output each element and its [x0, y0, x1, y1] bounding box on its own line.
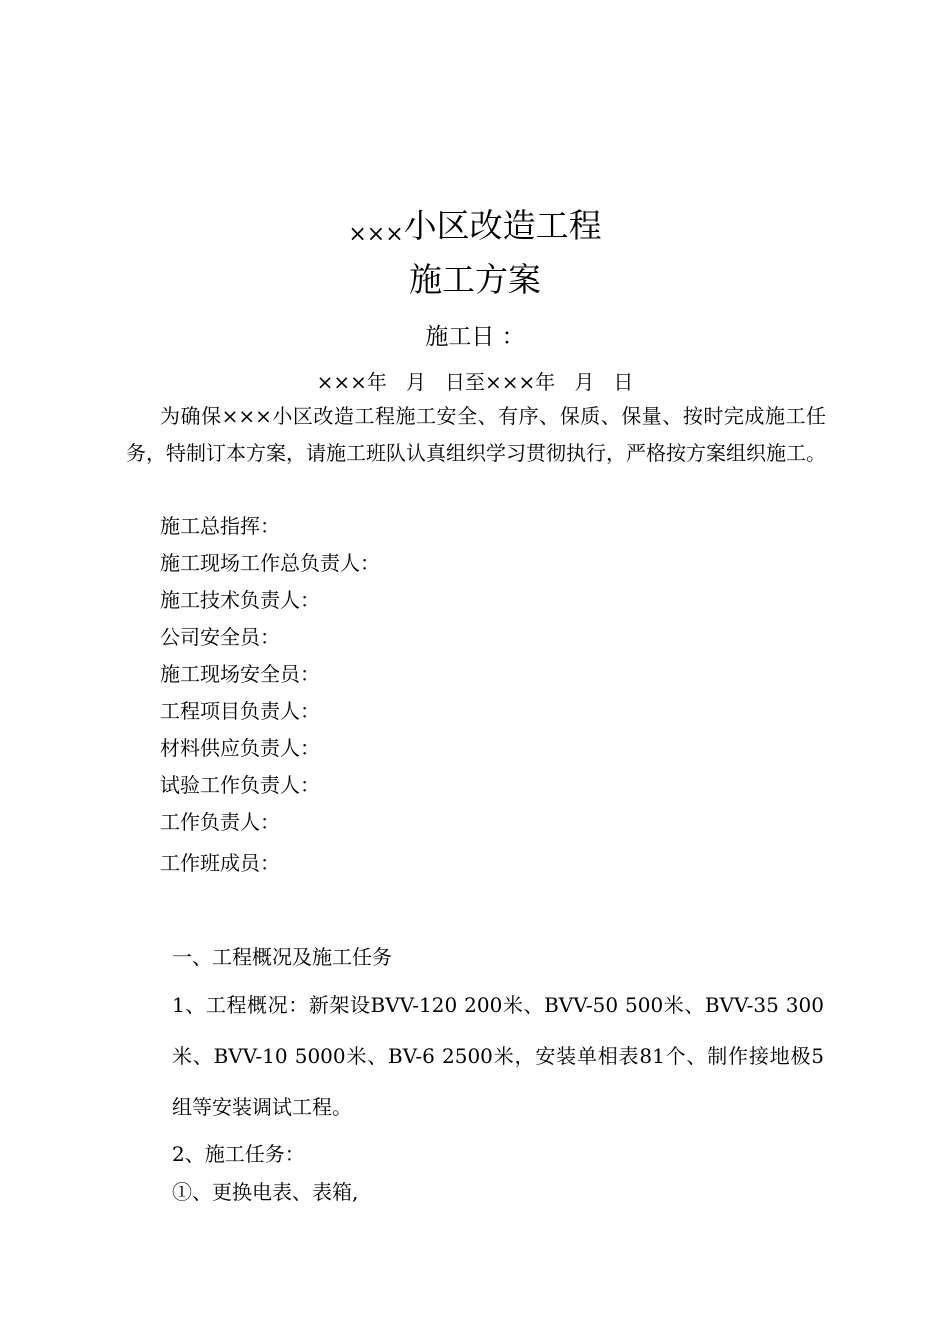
section-heading: 一、工程概况及施工任务 — [172, 945, 392, 969]
tasks-heading: 2、施工任务： — [172, 1142, 305, 1166]
title-main: 小区改造工程 — [403, 206, 602, 245]
role-team-members: 工作班成员： — [160, 851, 280, 875]
role-project-lead: 工程项目负责人： — [160, 699, 320, 723]
role-work-lead: 工作负责人： — [160, 810, 280, 834]
document-subtitle: 施工方案 — [409, 260, 541, 299]
construction-date-label: 施工日 ： — [425, 324, 525, 350]
title-prefix: ××× — [348, 222, 404, 247]
role-testing-lead: 试验工作负责人： — [160, 773, 320, 797]
document-title — [0, 200, 950, 247]
section-project-overview — [172, 938, 824, 1211]
role-company-safety-officer: 公司安全员： — [160, 625, 280, 649]
intro-paragraph: 为确保×××小区改造工程施工安全、有序、保质、保量、按时完成施工任务，特制订本方案，请施工班队认真组织学习贯彻执行，严格按方案组织施工。 — [126, 404, 826, 465]
role-chief-commander: 施工总指挥： — [160, 514, 280, 538]
project-overview-paragraph: 1、工程概况：新架设BVV-120 200米、BVV-50 500米、BVV-35 300米、BVV-10 5000米、BV-6 2500米，安装单相表81个、制作接地极5组等安装调试工程。 — [172, 993, 824, 1119]
role-site-safety-officer: 施工现场安全员： — [160, 662, 320, 686]
role-technical-lead: 施工技术负责人： — [160, 588, 320, 612]
construction-date-range: ×××年 月 日至×××年 月 日 — [316, 370, 634, 394]
role-materials-lead: 材料供应负责人： — [160, 736, 320, 760]
role-site-manager: 施工现场工作总负责人： — [160, 551, 380, 575]
task-item: ①、更换电表、表箱, — [172, 1180, 359, 1204]
personnel-list — [160, 508, 820, 882]
